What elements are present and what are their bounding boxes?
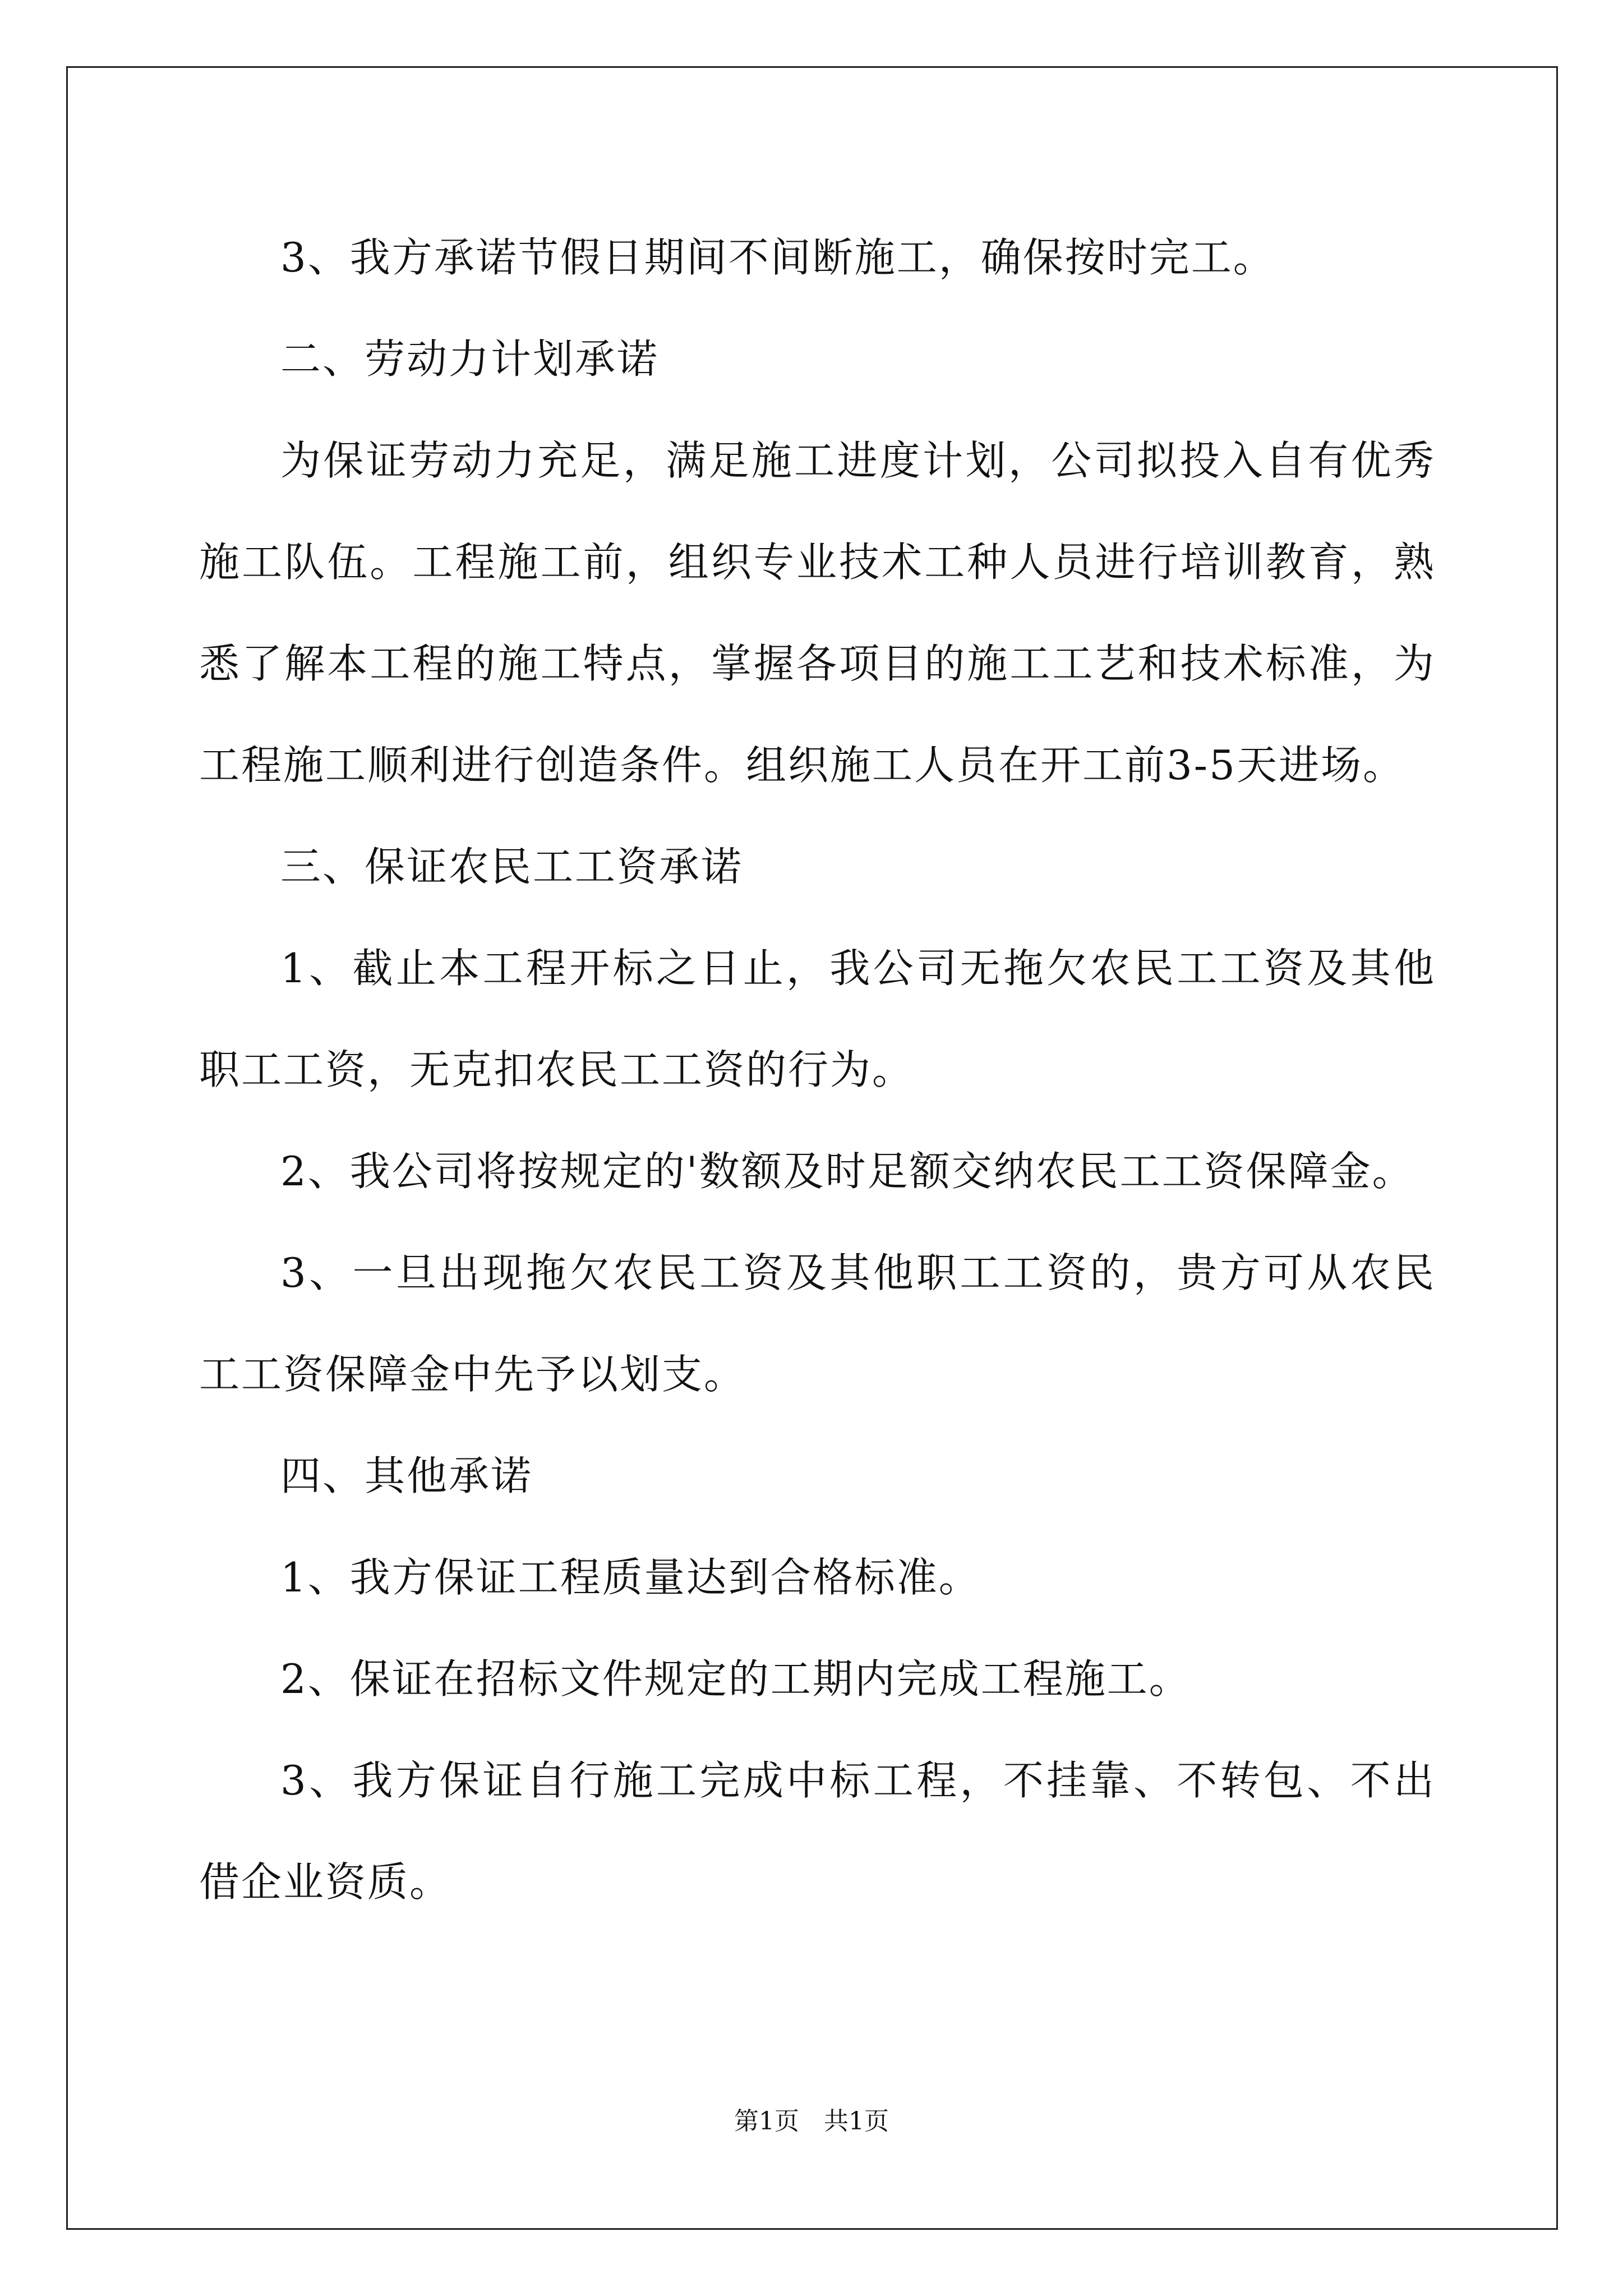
paragraph-wage-item-1: 1、截止本工程开标之日止，我公司无拖欠农民工工资及其他职工工资，无克扣农民工工资的行为。	[199, 945, 1436, 1093]
section-heading-other-commitments: 四、其他承诺	[280, 1452, 533, 1499]
paragraph-wage-item-2: 2、我公司将按规定的'数额及时足额交纳农民工工资保障金。	[280, 1148, 1414, 1195]
paragraph-other-item-1: 1、我方保证工程质量达到合格标准。	[280, 1554, 981, 1601]
paragraph-labor-plan: 为保证劳动力充足，满足施工进度计划，公司拟投入自有优秀施工队伍。工程施工前，组织专业技术工种人员进行培训教育，熟悉了解本工程的施工特点，掌握各项目的施工工艺和技术标准，为工程施工顺利进行创造条件。组织施工人员在开工前3-5天进场。	[199, 437, 1436, 789]
section-heading-wage-guarantee: 三、保证农民工工资承诺	[280, 843, 744, 890]
paragraph-other-item-3: 3、我方保证自行施工完成中标工程，不挂靠、不转包、不出借企业资质。	[199, 1757, 1436, 1906]
page-number-current: 第1页	[734, 2107, 799, 2136]
paragraph-wage-item-3: 3、一旦出现拖欠农民工资及其他职工工资的，贵方可从农民工工资保障金中先予以划支。	[199, 1249, 1436, 1398]
paragraph-other-item-2: 2、保证在招标文件规定的工期内完成工程施工。	[280, 1655, 1191, 1703]
paragraph-holiday-commitment: 3、我方承诺节假日期间不间断施工，确保按时完工。	[280, 234, 1275, 281]
document-body	[199, 207, 1436, 1933]
page-number-total: 共1页	[824, 2107, 889, 2136]
page-footer	[0, 2105, 1623, 2138]
section-heading-labor-plan: 二、劳动力计划承诺	[280, 335, 660, 383]
